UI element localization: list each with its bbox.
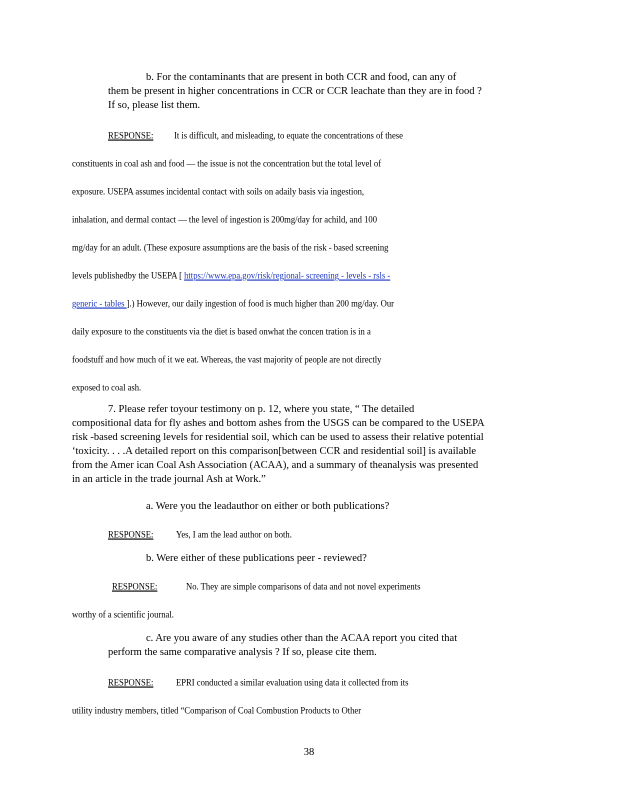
response-1-line-10: exposed to coal ash. xyxy=(72,381,142,393)
question-7c-line-1: c. Are you aware of any studies other than the ACAA report you cited that xyxy=(146,633,458,644)
response-4-line-1: EPRI conducted a similar evaluation using data it collected from its xyxy=(176,676,409,688)
response-1-line-7-text: ].) However, our daily ingestion of food is much higher than 200 mg/day. Our xyxy=(126,297,394,309)
question-7b: b. Were either of these publications peer - reviewed? xyxy=(146,553,367,564)
question-7-line-6: in an article in the trade journal Ash at Work.” xyxy=(72,474,266,485)
response-3-line-2: worthy of a scientific journal. xyxy=(72,608,174,620)
response-label: RESPONSE: xyxy=(108,676,154,688)
epa-rsl-link[interactable]: https://www.epa.gov/risk/regional- screening - levels - rsls - xyxy=(184,269,391,281)
question-7-line-3: risk -based screening levels for residential soil, which can be used to assess their relative potential xyxy=(72,432,484,443)
response-2-text: Yes, I am the lead author on both. xyxy=(176,528,292,540)
response-1-line-2: constituents in coal ash and food — the issue is not the concentration but the total level of xyxy=(72,157,382,169)
response-1-line-5: mg/day for an adult. (These exposure assumptions are the basis of the risk - based screening xyxy=(72,241,389,253)
question-b-line-1: b. For the contaminants that are present in both CCR and food, can any of xyxy=(146,72,457,83)
response-label: RESPONSE: xyxy=(108,528,154,540)
response-1-line-1: It is difficult, and misleading, to equate the concentrations of these xyxy=(174,129,403,141)
page-number: 38 xyxy=(303,747,315,758)
response-1-line-6-text: levels publishedby the USEPA [ xyxy=(72,269,185,281)
response-1-line-9: foodstuff and how much of it we eat. Whereas, the vast majority of people are not directly xyxy=(72,353,382,365)
question-7-line-5: from the Amer ican Coal Ash Association (ACAA), and a summary of theanalysis was presented xyxy=(72,460,479,471)
response-1-line-7 xyxy=(72,296,394,310)
question-b-line-2: them be present in higher concentrations in CCR or CCR leachate than they are in food ? xyxy=(108,86,482,97)
question-7-line-1: 7. Please refer toyour testimony on p. 12, where you state, “ The detailed xyxy=(108,404,415,415)
question-7a: a. Were you the leadauthor on either or both publications? xyxy=(146,501,390,512)
question-7-line-4: ‘toxicity. . . .A detailed report on this comparison[between CCR and residential soil] is available xyxy=(72,446,477,457)
question-7-line-2: compositional data for fly ashes and bottom ashes from the USGS can be compared to the USEPA xyxy=(72,418,485,429)
response-3-line-1: No. They are simple comparisons of data and not novel experiments xyxy=(186,580,421,592)
response-label: RESPONSE: xyxy=(112,580,158,592)
question-7c-line-2: perform the same comparative analysis ? If so, please cite them. xyxy=(108,647,377,658)
response-1-line-8: daily exposure to the constituents via the diet is based onwhat the concen tration is in a xyxy=(72,325,371,337)
response-1-line-3: exposure. USEPA assumes incidental contact with soils on adaily basis via ingestion, xyxy=(72,185,365,197)
response-label: RESPONSE: xyxy=(108,129,154,141)
response-1-line-4: inhalation, and dermal contact — the level of ingestion is 200mg/day for achild, and 100 xyxy=(72,213,377,225)
epa-rsl-link-cont[interactable]: generic - tables xyxy=(72,297,127,309)
response-4-line-2: utility industry members, titled “Comparison of Coal Combustion Products to Other xyxy=(72,704,362,716)
response-1-line-6 xyxy=(72,268,390,282)
question-b-line-3: If so, please list them. xyxy=(108,100,201,111)
